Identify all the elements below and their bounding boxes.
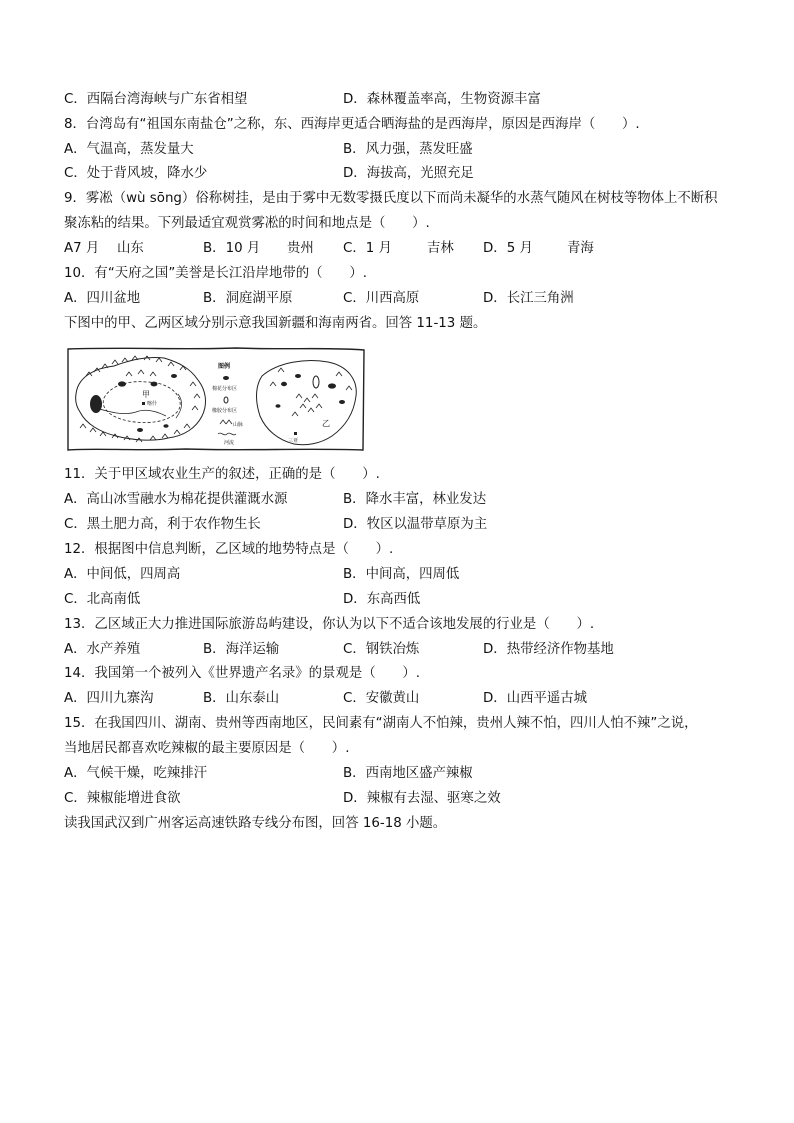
q14-option-a: A．四川九寨沟 xyxy=(64,691,154,706)
q9-stem-line1: 9．雾凇（wù sōng）俗称树挂，是由于雾中无数零摄氏度以下而尚未凝华的水蒸气随风在树枝等物体上不断积 xyxy=(64,191,718,206)
q15-stem-line2: 当地居民都喜欢吃辣椒的最主要原因是（ ）. xyxy=(64,741,350,756)
q12-option-a: A．中间低，四周高 xyxy=(64,567,181,582)
legend-rubber-label: 橡胶分布区 xyxy=(212,408,238,414)
q11-option-b: B．降水丰富，林业发达 xyxy=(343,492,487,507)
q15-option-a: A．气候干燥，吃辣排汗 xyxy=(64,766,208,781)
q9-option-b-place: 贵州 xyxy=(287,241,314,256)
q10-stem: 10．有“天府之国”美誉是长江沿岸地带的（ ）. xyxy=(64,266,367,281)
q10-option-d: D．长江三角洲 xyxy=(483,291,574,306)
intro-16-18: 读我国武汉到广州客运高速铁路专线分布图，回答 16-18 小题。 xyxy=(64,816,447,831)
map-label-sanya: 三亚 xyxy=(288,438,299,444)
q15-option-b: B．西南地区盛产辣椒 xyxy=(343,766,473,781)
q13-option-c: C．钢铁冶炼 xyxy=(343,642,420,657)
q13-option-d: D．热带经济作物基地 xyxy=(483,642,614,657)
q8-option-b: B．风力强，蒸发旺盛 xyxy=(343,142,473,157)
q7-option-c: C．西隔台湾海峡与广东省相望 xyxy=(64,92,248,107)
intro-11-13: 下图中的甲、乙两区域分别示意我国新疆和海南两省。回答 11-13 题。 xyxy=(64,316,487,331)
q14-option-d: D．山西平遥古城 xyxy=(483,691,588,706)
q7-option-d: D．森林覆盖率高，生物资源丰富 xyxy=(343,92,541,107)
map-label-city: 喀什 xyxy=(147,401,158,407)
q15-stem-line1: 15．在我国四川、湖南、贵州等西南地区，民间素有“湖南人不怕辣，贵州人辣不怕，四川人怕不辣”之说， xyxy=(64,716,698,731)
xinjiang-hainan-map xyxy=(66,346,366,452)
q11-option-a: A．高山冰雪融水为棉花提供灌溉水源 xyxy=(64,492,288,507)
q10-option-a: A．四川盆地 xyxy=(64,291,141,306)
q14-option-b: B．山东泰山 xyxy=(203,691,280,706)
q8-stem: 8．台湾岛有“祖国东南盐仓”之称，东、西海岸更适合晒海盐的是西海岸，原因是西海岸（ ）. xyxy=(64,117,640,132)
q9-stem-line2: 聚冻粘的结果。下列最适宜观赏雾凇的时间和地点是（ ）. xyxy=(64,216,430,231)
legend-cotton-symbol xyxy=(223,376,229,380)
q11-stem: 11．关于甲区域农业生产的叙述，正确的是（ ）. xyxy=(64,467,380,482)
q9-option-c-place: 吉林 xyxy=(427,241,454,256)
q14-option-c: C．安徽黄山 xyxy=(343,691,420,706)
q8-option-a: A．气温高，蒸发量大 xyxy=(64,142,194,157)
legend-rubber-symbol xyxy=(224,397,228,403)
q15-option-d: D．辣椒有去湿、驱寒之效 xyxy=(343,791,501,806)
q13-option-b: B．海洋运输 xyxy=(203,642,280,657)
q9-option-d-place: 青海 xyxy=(567,241,594,256)
legend-river-label: 河流 xyxy=(224,440,235,446)
q9-option-a-place: 山东 xyxy=(117,241,144,256)
map-label-yi: 乙 xyxy=(322,419,330,428)
q12-option-b: B．中间高，四周低 xyxy=(343,567,460,582)
legend-mountain-symbol xyxy=(220,420,232,424)
q11-option-d: D．牧区以温带草原为主 xyxy=(343,517,488,532)
legend-title: 图例 xyxy=(218,363,231,370)
q13-option-a: A．水产养殖 xyxy=(64,642,141,657)
q9-option-a-month: A7 月 xyxy=(64,241,100,256)
legend-mountain-label: 山脉 xyxy=(233,422,244,428)
q8-option-d: D．海拔高，光照充足 xyxy=(343,166,474,181)
q9-option-d-month: D．5 月 xyxy=(483,241,533,256)
q12-stem: 12．根据图中信息判断，乙区域的地势特点是（ ）. xyxy=(64,542,394,557)
q11-option-c: C．黑土肥力高，利于农作物生长 xyxy=(64,517,261,532)
q12-option-d: D．东高西低 xyxy=(343,592,421,607)
q9-option-c-month: C．1 月 xyxy=(343,241,392,256)
q9-option-b-month: B．10 月 xyxy=(203,241,261,256)
q12-option-c: C．北高南低 xyxy=(64,592,141,607)
q13-stem: 13．乙区域正大力推进国际旅游岛屿建设，你认为以下不适合该地发展的行业是（ ）. xyxy=(64,617,595,632)
q15-option-c: C．辣椒能增进食欲 xyxy=(64,791,181,806)
q14-stem: 14．我国第一个被列入《世界遗产名录》的景观是（ ）. xyxy=(64,666,421,681)
legend-cotton-label: 棉花分布区 xyxy=(212,386,238,392)
q8-option-c: C．处于背风坡，降水少 xyxy=(64,166,208,181)
legend-river-symbol xyxy=(218,433,236,435)
map-label-jia: 甲 xyxy=(142,390,150,399)
q10-option-c: C．川西高原 xyxy=(343,291,420,306)
q10-option-b: B．洞庭湖平原 xyxy=(203,291,293,306)
